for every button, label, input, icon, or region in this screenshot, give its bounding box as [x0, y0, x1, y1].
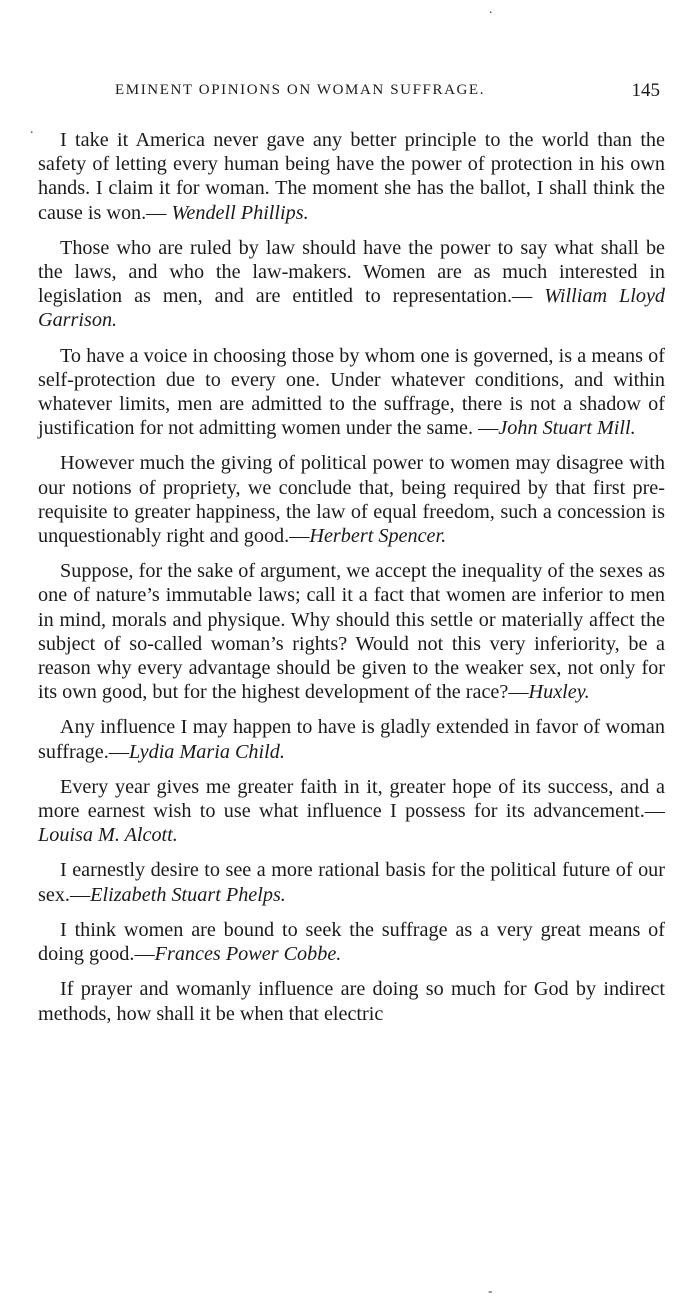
quote-paragraph [38, 858, 665, 906]
quote-paragraph [38, 236, 665, 333]
quote-paragraph [38, 775, 665, 848]
quote-paragraph [38, 559, 665, 704]
quote-text: I think women are bound to seek the suffrage as a very great means of doing good.— [38, 918, 665, 966]
quote-text: Suppose, for the sake of argument, we accept the inequality of the sexes as one of nature’s immutable laws; call it a fact that women are inferior to men in mind, morals and physique. Why should this settle or materially affect the subject of so-called woman’s rights? Would not this very inferiority, be a reason why every advantage should be given to the weaker sex, not only for its own good, but for the highest development of the race?— [38, 560, 665, 704]
quote-text: Any influence I may happen to have is gladly extended in favor of woman suffrage.— [38, 716, 665, 763]
quote-author: Lydia Maria Child. [129, 740, 285, 763]
quote-author: Louisa M. Alcott. [38, 824, 178, 847]
body-text [38, 128, 665, 1037]
page-header [115, 80, 660, 114]
quote-paragraph [38, 977, 665, 1025]
quote-paragraph [38, 344, 665, 441]
quote-author: Frances Power Cobbe. [154, 943, 342, 966]
quote-paragraph [38, 918, 665, 966]
quote-author: John Stuart Mill. [498, 417, 636, 440]
quote-text: I earnestly desire to see a more rational basis for the political future of our sex.— [38, 859, 665, 906]
running-title: EMINENT OPINIONS ON WOMAN SUFFRAGE. [115, 82, 486, 98]
quote-paragraph [38, 451, 665, 548]
bottom-ink-mark: - [488, 1284, 493, 1299]
page-number: 145 [631, 80, 660, 101]
top-ink-mark: . [489, 2, 493, 17]
left-ink-mark: . [30, 122, 34, 137]
quote-paragraph [38, 128, 665, 225]
quote-text: However much the giving of political power to women may disagree with our notions of propriety, we conclude that, being required by that first pre-requisite to greater happiness, the law of equal freedom, such a concession is unquestionably right and good.— [38, 452, 665, 548]
quote-author: Herbert Spencer. [309, 525, 447, 548]
quote-text: To have a voice in choosing those by whom one is governed, is a means of self-protection due to every one. Under whatever conditions, and within whatever limits, men are admitted to the suffrage, there is not a shadow of justification for not admitting women under the same. — [38, 344, 665, 440]
quote-text: Every year gives me greater faith in it, greater hope of its success, and a more earnest wish to use what influence I possess for its advancement.— [38, 775, 665, 823]
quote-text: Those who are ruled by law should have the power to say what shall be the laws, and who the law-makers. Women are as much interested in legislation as men, and are entitled to representation.— [38, 236, 665, 308]
quote-paragraph [38, 715, 665, 763]
quote-author: William Lloyd Garrison. [38, 285, 665, 332]
quote-author: Wendell Phillips. [171, 201, 309, 224]
quote-author: Elizabeth Stuart Phelps. [90, 883, 286, 906]
quote-text: I take it America never gave any better principle to the world than the safety of letting every human being have the power of protection in his own hands. I claim it for woman. The moment she has the ballot, I shall think the cause is won.— [38, 129, 665, 224]
quote-text: If prayer and womanly influence are doing so much for God by indirect methods, how shall it be when that electric [38, 978, 665, 1025]
quote-author: Huxley. [528, 681, 590, 704]
